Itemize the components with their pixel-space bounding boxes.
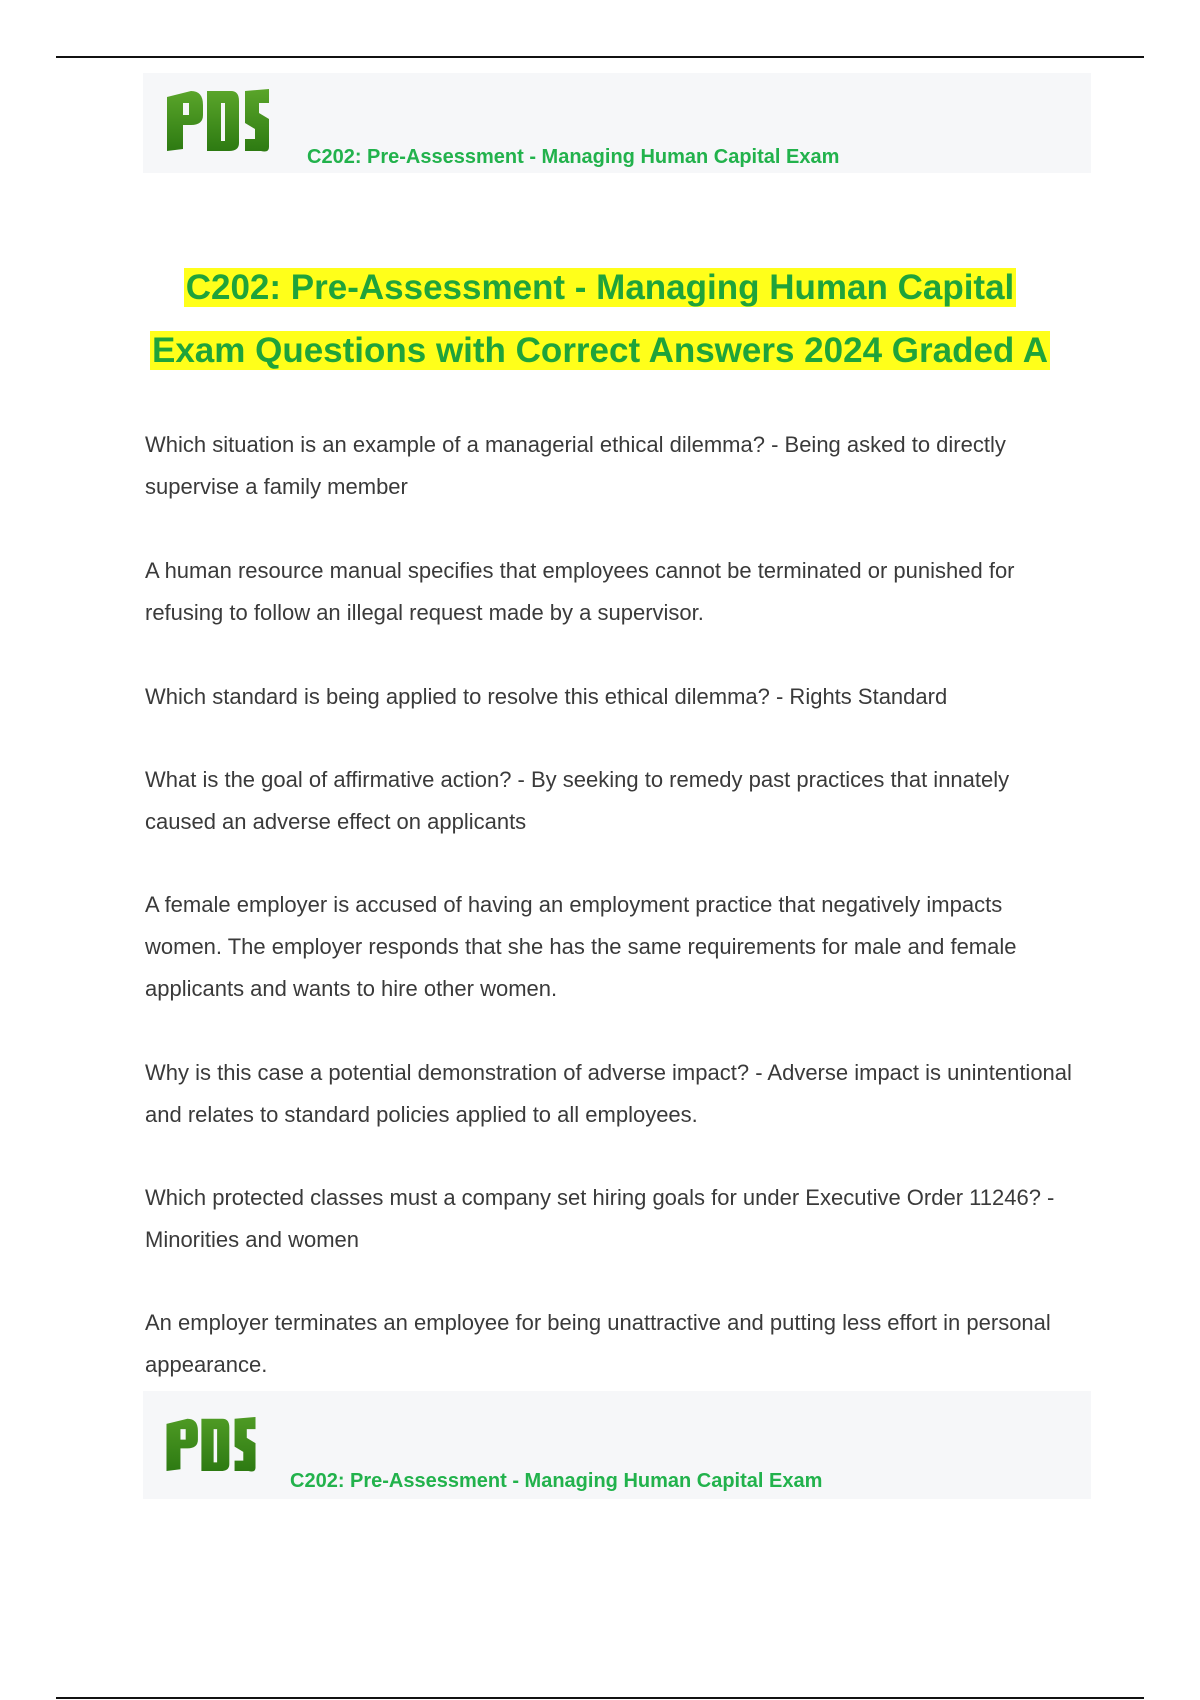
qa-paragraph: A female employer is accused of having an employment practice that negatively impacts women. The employer responds that she has the same requirements for male and female applicants and wants to hire other women. [145, 892, 1017, 1001]
qa-paragraph: Which standard is being applied to resolve this ethical dilemma? - Rights Standard [145, 684, 948, 709]
document-title-line-1: C202: Pre-Assessment - Managing Human Capital [185, 268, 1015, 307]
qa-paragraph: Which situation is an example of a managerial ethical dilemma? - Being asked to directly supervise a family member [145, 432, 1006, 499]
top-rule [56, 56, 1144, 58]
qa-paragraph: What is the goal of affirmative action? - By seeking to remedy past practices that innately caused an adverse effect on applicants [145, 767, 1010, 834]
qa-paragraph: Which protected classes must a company set hiring goals for under Executive Order 11246? - Minorities and women [145, 1185, 1055, 1252]
header-banner [143, 73, 1091, 173]
document-title-line-2: Exam Questions with Correct Answers 2024 Graded A [151, 331, 1049, 370]
pds-logo-icon [163, 85, 273, 155]
footer-banner [143, 1391, 1091, 1499]
bottom-rule [56, 1697, 1144, 1699]
document-title [0, 256, 1200, 382]
qa-paragraph: An employer terminates an employee for being unattractive and putting less effort in personal appearance. [145, 1310, 1051, 1377]
pds-logo-icon [163, 1406, 259, 1482]
header-banner-title: C202: Pre-Assessment - Managing Human Capital Exam [307, 146, 840, 168]
footer-banner-title: C202: Pre-Assessment - Managing Human Capital Exam [290, 1470, 823, 1492]
qa-paragraph: A human resource manual specifies that employees cannot be terminated or punished for refusing to follow an illegal request made by a supervisor. [145, 558, 1015, 625]
qa-paragraph: Why is this case a potential demonstration of adverse impact? - Adverse impact is unintentional and relates to standard policies applied to all employees. [145, 1060, 1072, 1127]
